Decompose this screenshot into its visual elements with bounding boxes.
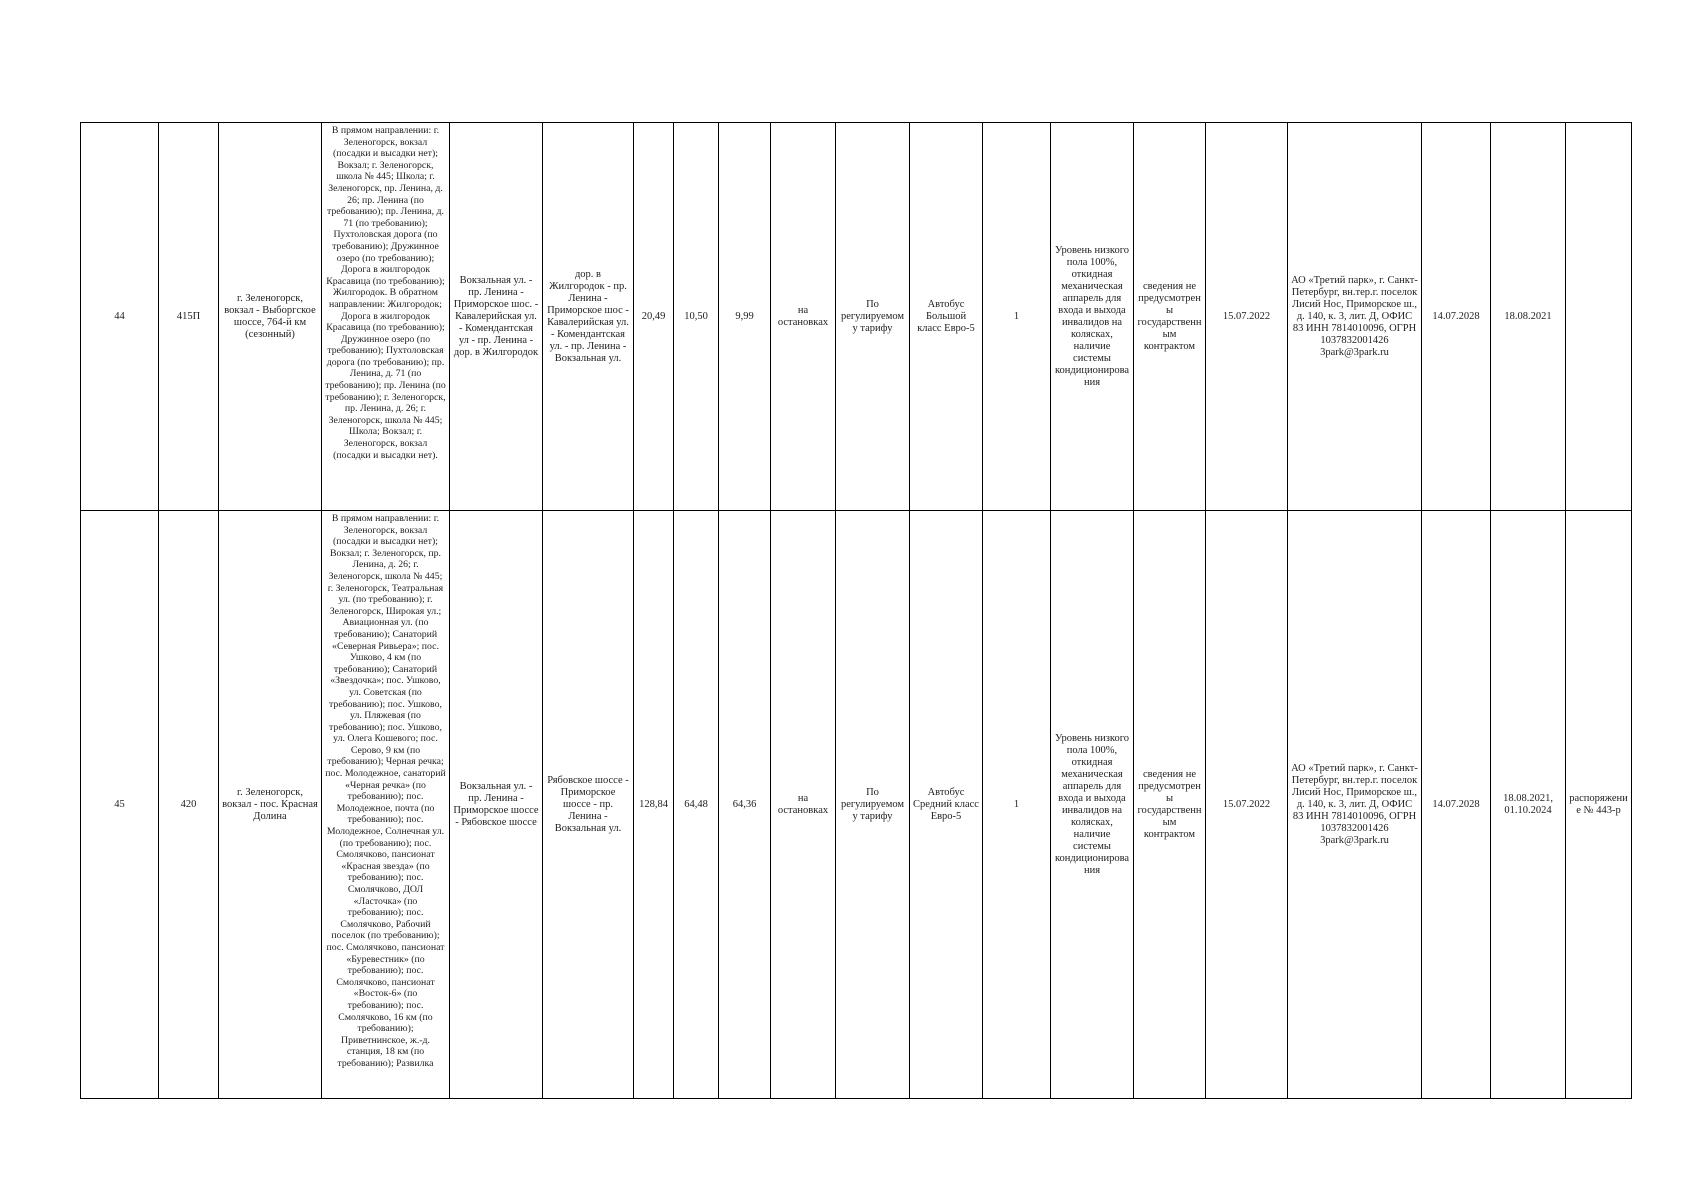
- stop-order: на остановках: [771, 511, 836, 1099]
- change-date: 18.08.2021: [1491, 123, 1566, 511]
- route-length-forward: 64,48: [674, 511, 719, 1099]
- contract-info: сведения не предусмотрены государственным контрактом: [1134, 511, 1206, 1099]
- route-length-backward: 9,99: [719, 123, 771, 511]
- route-name: г. Зеленогорск, вокзал - пос. Красная Долина: [219, 511, 322, 1099]
- vehicle-count: 1: [983, 123, 1051, 511]
- route-length-backward: 64,36: [719, 511, 771, 1099]
- route-name: г. Зеленогорск, вокзал - Выборгское шоссе, 764-й км (сезонный): [219, 123, 322, 511]
- table-row: [81, 123, 1632, 511]
- row-number: 44: [81, 123, 159, 511]
- row-number: 45: [81, 511, 159, 1099]
- change-date: 18.08.2021, 01.10.2024: [1491, 511, 1566, 1099]
- route-stops: [322, 511, 450, 1099]
- route-length-total: 128,84: [634, 511, 674, 1099]
- route-length-forward: 10,50: [674, 123, 719, 511]
- table-row: [81, 511, 1632, 1099]
- streets-forward: Вокзальная ул. - пр. Ленина - Приморское шос. - Кавалерийская ул. - Комендантская ул - пр. Ленина - дор. в Жилгородок: [450, 123, 543, 511]
- vehicle-characteristics: Уровень низкого пола 100%, откидная механическая аппарель для входа и выхода инвалидов на колясках, наличие системы кондиционирования: [1051, 123, 1134, 511]
- note: [1566, 123, 1632, 511]
- route-registration-number: 415П: [159, 123, 219, 511]
- contract-info: сведения не предусмотрены государственным контрактом: [1134, 123, 1206, 511]
- end-date: 14.07.2028: [1422, 123, 1491, 511]
- route-stops-text: В прямом направлении: г. Зеленогорск, вокзал (посадки и высадки нет); Вокзал; г. Зеленогорск, школа № 445; Школа; г. Зеленогорск, пр. Ленина, д. 26; пр. Ленина (по требованию); пр. Ленина, д. 71 (по требованию); Пухтоловская дорога (по требованию); Дружинное озеро (по требованию); Дорога в жилгородок Красавица (по требованию); Жилгородок. В обратном направлении: Жилгородок; Дорога в жилгородок Красавица (по требованию); Дружинное озеро (по требованию); Пухтоловская дорога (по требованию); пр. Ленина, д. 71 (по требованию); пр. Ленина (по требованию); г. Зеленогорск, пр. Ленина, д. 26; г. Зеленогорск, школа № 445; Школа; Вокзал; г. Зеленогорск, вокзал (посадки и высадки нет).: [325, 125, 446, 461]
- carrier-info: АО «Третий парк», г. Санкт-Петербург, вн.тер.г. поселок Лисий Нос, Приморское ш., д. 140, к. 3, лит. Д, ОФИС 83 ИНН 7814010096, ОГРН 1037832001426 3park@3park.ru: [1288, 123, 1422, 511]
- route-stops-text: В прямом направлении: г. Зеленогорск, вокзал (посадки и высадки нет); Вокзал; г. Зеленогорск, пр. Ленина, д. 26; г. Зеленогорск, школа № 445; г. Зеленогорск, Театральная ул. (по требованию); г. Зеленогорск, Широкая ул.; Авиационная ул. (по требованию); Санаторий «Северная Ривьера»; пос. Ушково, 4 км (по требованию); Санаторий «Звездочка»; пос. Ушково, ул. Советская (по требованию); пос. Ушково, ул. Пляжевая (по требованию); пос. Ушково, ул. Олега Кошевого; пос. Серово, 9 км (по требованию); Черная речка; пос. Молодежное, санаторий «Черная речка» (по требованию); пос. Молодежное, почта (по требованию); пос. Молодежное, Солнечная ул. (по требованию); пос. Смолячково, пансионат «Красная звезда» (по требованию); пос. Смолячково, ДОЛ «Ласточка» (по требованию); пос. Смолячково, Рабочий поселок (по требованию); пос. Смолячково, пансионат «Буревестник» (по требованию); пос. Смолячково, пансионат «Восток-6» (по требованию); пос. Смолячково, 16 км (по требованию); Приветнинское, ж.-д. станция, 18 км (по требованию); Развилка: [325, 513, 446, 1069]
- tariff-type: По регулируемому тарифу: [836, 123, 910, 511]
- vehicle-type: Автобус Средний класс Евро-5: [910, 511, 983, 1099]
- start-date: 15.07.2022: [1206, 511, 1288, 1099]
- route-stops: [322, 123, 450, 511]
- end-date: 14.07.2028: [1422, 511, 1491, 1099]
- streets-backward: Рябовское шоссе - Приморское шоссе - пр. Ленина - Вокзальная ул.: [543, 511, 634, 1099]
- note: распоряжение № 443-р: [1566, 511, 1632, 1099]
- route-registration-number: 420: [159, 511, 219, 1099]
- vehicle-count: 1: [983, 511, 1051, 1099]
- vehicle-characteristics: Уровень низкого пола 100%, откидная механическая аппарель для входа и выхода инвалидов на колясках, наличие системы кондиционирования: [1051, 511, 1134, 1099]
- stop-order: на остановках: [771, 123, 836, 511]
- routes-table: [80, 122, 1632, 1099]
- streets-forward: Вокзальная ул. - пр. Ленина - Приморское шоссе - Рябовское шоссе: [450, 511, 543, 1099]
- streets-backward: дор. в Жилгородок - пр. Ленина - Приморское шос - Кавалерийская ул. - Комендантская ул. - пр. Ленина - Вокзальная ул.: [543, 123, 634, 511]
- vehicle-type: Автобус Большой класс Евро-5: [910, 123, 983, 511]
- start-date: 15.07.2022: [1206, 123, 1288, 511]
- carrier-info: АО «Третий парк», г. Санкт-Петербург, вн.тер.г. поселок Лисий Нос, Приморское ш., д. 140, к. 3, лит. Д, ОФИС 83 ИНН 7814010096, ОГРН 1037832001426 3park@3park.ru: [1288, 511, 1422, 1099]
- tariff-type: По регулируемому тарифу: [836, 511, 910, 1099]
- route-length-total: 20,49: [634, 123, 674, 511]
